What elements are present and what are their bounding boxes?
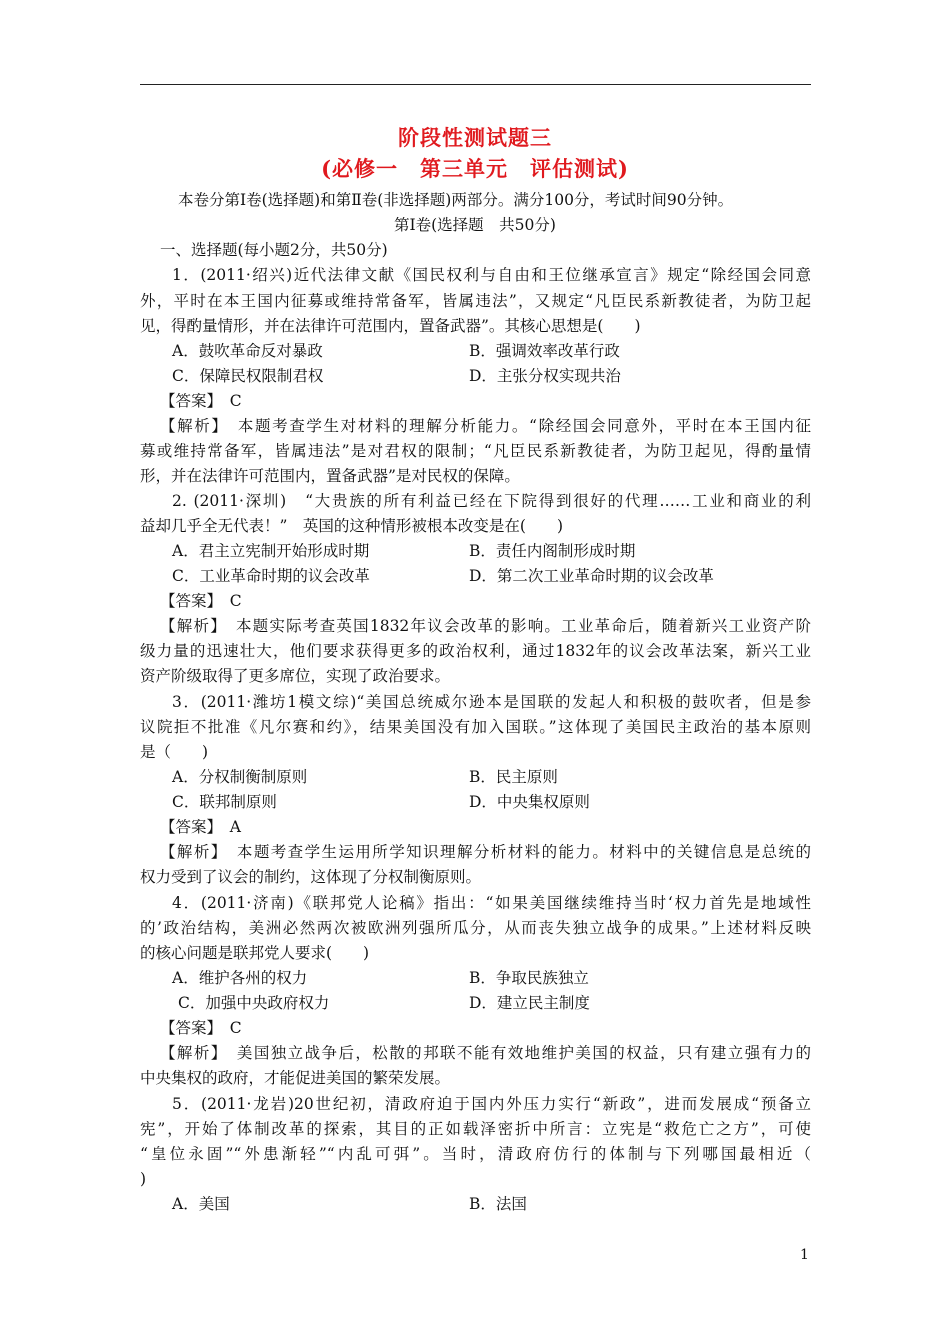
q1-line-2: 外，平时在本王国内征募或维持常备军，皆属违法”，又规定“凡臣民系新教徒者，为防卫起 — [140, 292, 811, 310]
q2-option-a: A．君主立宪制开始形成时期 — [172, 542, 370, 560]
q2-line-1: 2. (2011·深圳) “大贵族的所有利益已经在下院得到很好的代理……工业和商业的利 — [172, 492, 811, 510]
q2-analysis-3: 资产阶级取得了更多席位，实现了政治要求。 — [140, 667, 451, 685]
q3-option-b: B．民主原则 — [469, 768, 558, 786]
q5-option-a: A．美国 — [172, 1195, 230, 1213]
q2-analysis-2: 级力量的迅速壮大，他们要求获得更多的政治权利，通过1832年的议会改革法案，新兴工业 — [140, 642, 811, 660]
q5-line-3: “皇位永固”“外患渐轻”“内乱可弭”。当时，清政府仿行的体制与下列哪国最相近（ — [140, 1145, 811, 1163]
q1-analysis-3: 形，并在法律许可范围内，置备武器”是对民权的保障。 — [140, 467, 520, 485]
q3-answer: 【答案】 A — [160, 818, 241, 836]
q4-line-1: 4．(2011·济南)《联邦党人论稿》指出：“如果美国继续维持当时‘权力首先是地域性 — [172, 894, 811, 912]
q4-line-3: 的核心问题是联邦党人要求( ) — [140, 944, 370, 962]
q1-option-b: B．强调效率改革行政 — [469, 342, 620, 360]
q2-option-b: B．责任内阁制形成时期 — [469, 542, 636, 560]
q5-line-1: 5．(2011·龙岩)20世纪初，清政府迫于国内外压力实行“新政”，进而发展成“预备立 — [172, 1095, 811, 1113]
q4-analysis-1: 【解析】 美国独立战争后，松散的邦联不能有效地维护美国的权益，只有建立强有力的 — [160, 1044, 811, 1062]
exam-intro: 本卷分第Ⅰ卷(选择题)和第Ⅱ卷(非选择题)两部分。满分100分，考试时间90分钟。 — [178, 191, 734, 209]
q1-analysis-1: 【解析】 本题考查学生对材料的理解分析能力。“除经国会同意外，平时在本王国内征 — [160, 417, 811, 435]
q4-answer: 【答案】 C — [160, 1019, 242, 1037]
q4-analysis-2: 中央集权的政府，才能促进美国的繁荣发展。 — [140, 1069, 451, 1087]
q1-option-a: A．鼓吹革命反对暴政 — [172, 342, 323, 360]
q4-option-b: B．争取民族独立 — [469, 969, 589, 987]
section-heading: 第Ⅰ卷(选择题 共50分) — [394, 216, 556, 234]
q1-analysis-2: 募或维持常备军，皆属违法”是对君权的限制；“凡臣民系新教徒者，为防卫起见，得酌量情 — [140, 442, 811, 460]
q4-line-2: 的’政治结构，美洲必然两次被欧洲列强所瓜分，从而丧失独立战争的成果。”上述材料反映 — [140, 919, 811, 937]
q4-option-d: D．建立民主制度 — [469, 994, 590, 1012]
page-subtitle: (必修一 第三单元 评估测试) — [321, 156, 629, 181]
q3-option-a: A．分权制衡制原则 — [172, 768, 308, 786]
q1-option-c: C．保障民权限制君权 — [172, 367, 324, 385]
q3-line-1: 3．(2011·潍坊1模文综)“美国总统威尔逊本是国联的发起人和积极的鼓吹者，但是参 — [172, 693, 811, 711]
page-number: 1 — [800, 1247, 809, 1263]
q5-line-4: ) — [140, 1170, 147, 1188]
q3-option-c: C．联邦制原则 — [172, 793, 277, 811]
header-rule — [140, 84, 811, 85]
q2-answer: 【答案】 C — [160, 592, 242, 610]
q1-option-d: D．主张分权实现共治 — [469, 367, 621, 385]
q1-line-1: 1．(2011·绍兴)近代法律文献《国民权利与自由和王位继承宣言》规定“除经国会同意 — [172, 266, 811, 284]
q5-option-b: B．法国 — [469, 1195, 527, 1213]
q2-option-d: D．第二次工业革命时期的议会改革 — [469, 567, 714, 585]
q4-option-c: C．加强中央政府权力 — [178, 994, 330, 1012]
page-title: 阶段性测试题三 — [398, 125, 552, 150]
q1-line-3: 见，得酌量情形，并在法律许可范围内，置备武器”。其核心思想是( ) — [140, 317, 641, 335]
q2-option-c: C．工业革命时期的议会改革 — [172, 567, 370, 585]
q3-line-2: 议院拒不批准《凡尔赛和约》，结果美国没有加入国联。”这体现了美国民主政治的基本原则 — [140, 718, 811, 736]
q3-line-3: 是（ ) — [140, 743, 209, 761]
q5-line-2: 宪”，开始了体制改革的探索，其目的正如载泽密折中所言：立宪是“救危亡之方”，可使 — [140, 1120, 811, 1138]
q3-analysis-1: 【解析】 本题考查学生运用所学知识理解分析材料的能力。材料中的关键信息是总统的 — [160, 843, 811, 861]
part-heading: 一、选择题(每小题2分，共50分) — [160, 241, 388, 259]
q3-option-d: D．中央集权原则 — [469, 793, 590, 811]
q3-analysis-2: 权力受到了议会的制约，这体现了分权制衡原则。 — [140, 868, 482, 886]
q2-analysis-1: 【解析】 本题实际考查英国1832年议会改革的影响。工业革命后，随着新兴工业资产阶 — [160, 617, 811, 635]
q4-option-a: A．维护各州的权力 — [172, 969, 308, 987]
q1-answer: 【答案】 C — [160, 392, 242, 410]
q2-line-2: 益却几乎全无代表！” 英国的这种情形被根本改变是在( ) — [140, 517, 564, 535]
